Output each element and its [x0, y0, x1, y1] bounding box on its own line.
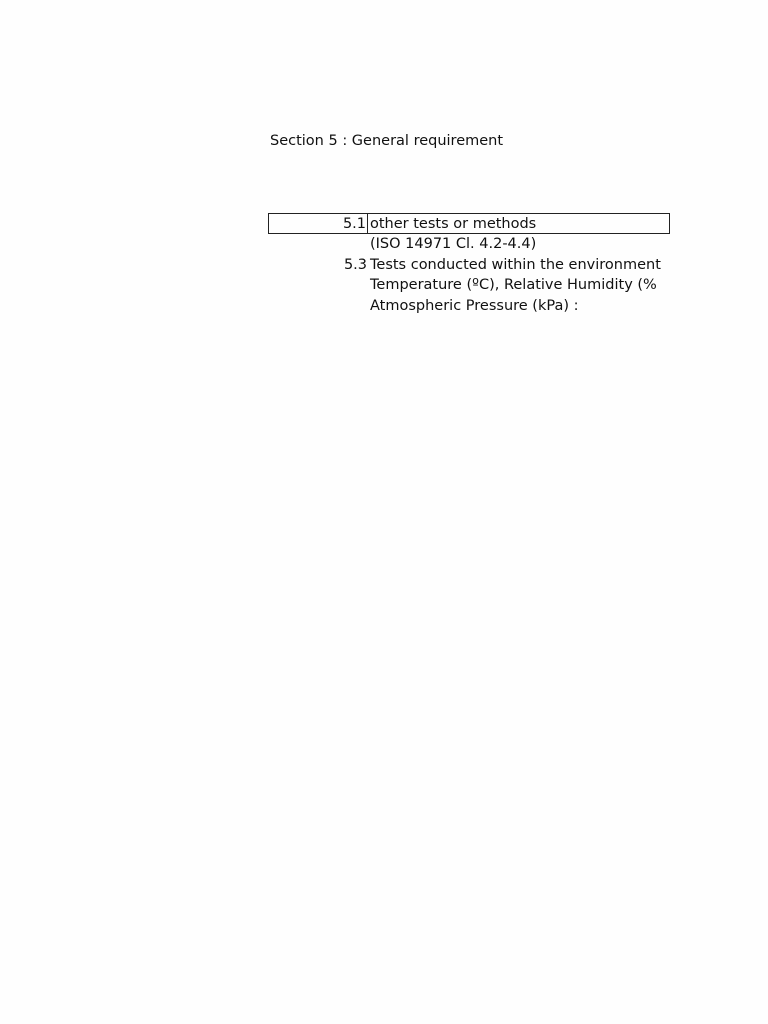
- table-row[interactable]: [268, 275, 670, 296]
- clause-number: 5.1: [269, 214, 368, 233]
- clause-number: [268, 275, 368, 296]
- clause-number: 5.3: [343, 256, 367, 273]
- table-row[interactable]: [268, 213, 670, 234]
- clause-number: [268, 296, 368, 317]
- clause-text: other tests or methods: [370, 216, 537, 232]
- clause-number: [268, 234, 368, 255]
- clause-text: Tests conducted within the environment: [370, 256, 661, 273]
- clause-text: Atmospheric Pressure (kPa) :: [370, 297, 579, 314]
- clause-text: Temperature (ºC), Relative Humidity (%: [370, 277, 657, 293]
- table-row[interactable]: [268, 296, 670, 317]
- requirements-table: [268, 213, 670, 316]
- table-row[interactable]: [268, 255, 670, 276]
- table-row[interactable]: [268, 234, 670, 255]
- clause-text: (ISO 14971 Cl. 4.2-4.4): [370, 236, 537, 252]
- section-title: Section 5 : General requirement: [270, 133, 504, 149]
